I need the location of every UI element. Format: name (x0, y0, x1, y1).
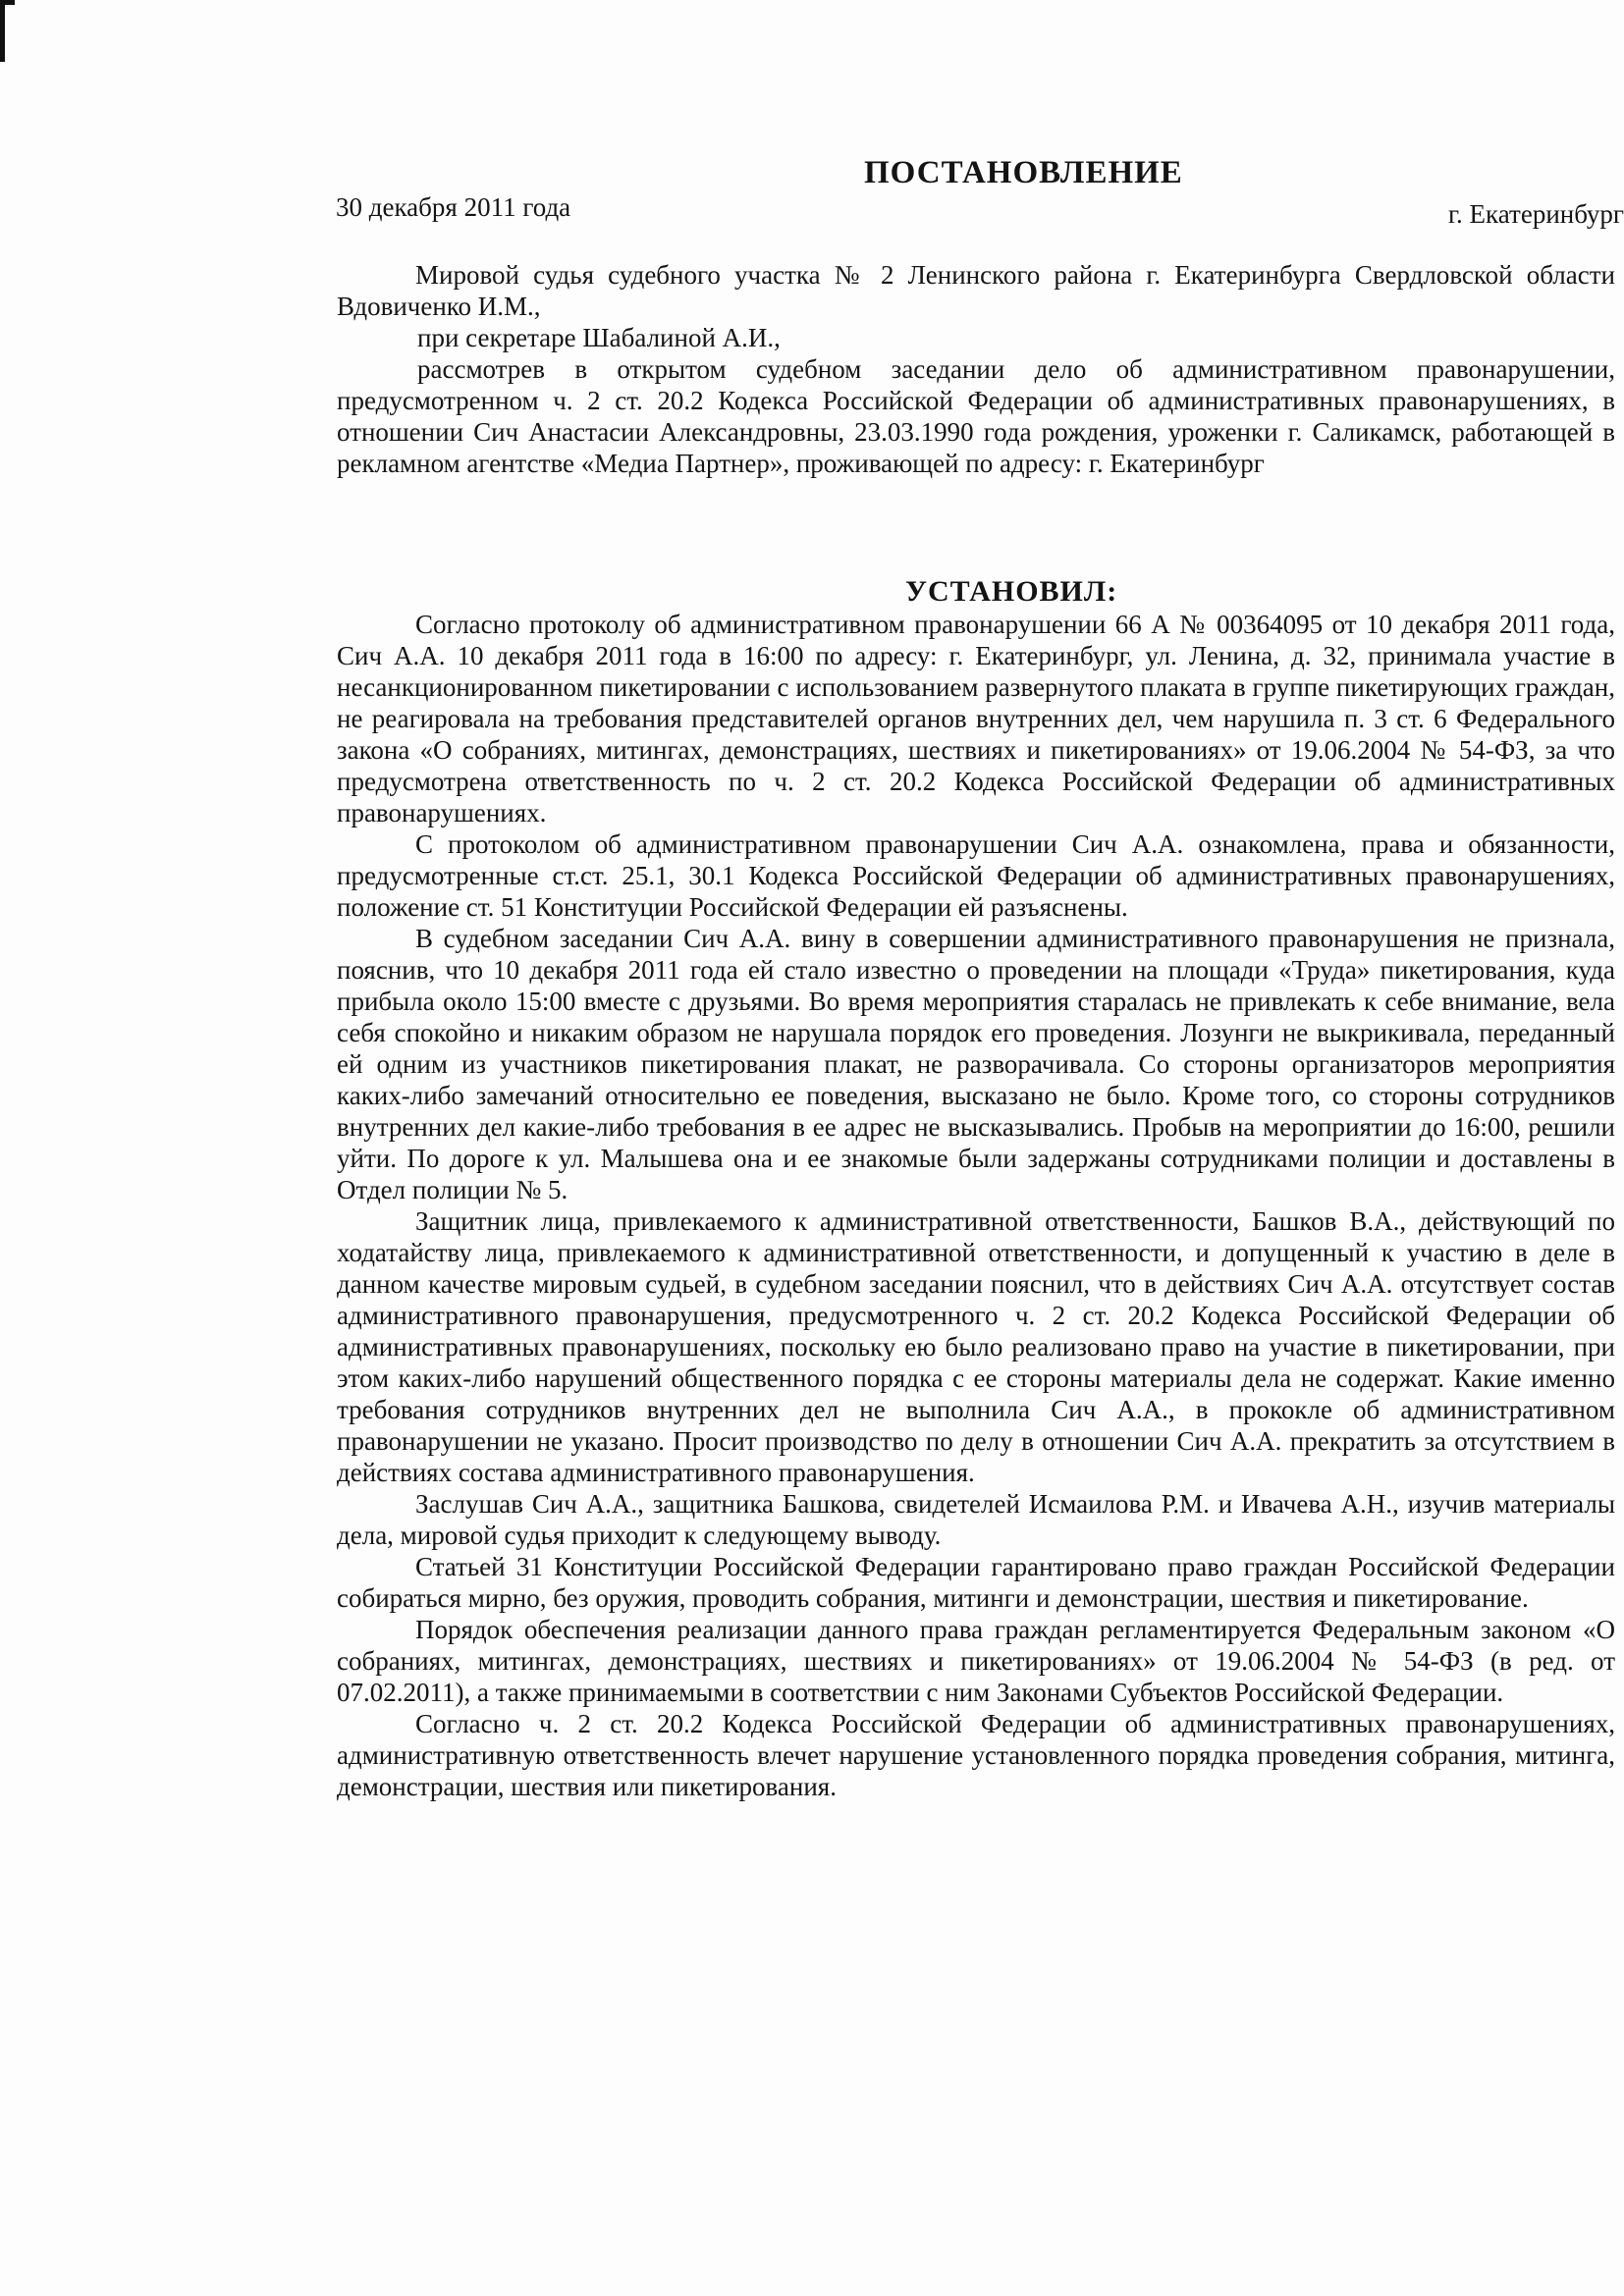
paragraph: В судебном заседании Сич А.А. вину в совершении административного правонарушения не признала, пояснив, что 10 декабря 2011 года ей стало известно о проведении на площади «Труда» пикетирования, куда прибыла около 15:00 вместе с друзьями. Во время мероприятия старалась не привлекать к себе внимание, вела себя спокойно и никаким образом не нарушала порядок его проведения. Лозунги не выкрикивала, переданный ей одним из участников пикетирования плакат, не разворачивала. Со стороны организаторов мероприятия каких-либо замечаний относительно ее поведения, высказано не было. Кроме того, со стороны сотрудников внутренних дел какие-либо требования в ее адрес не высказывались. Пробыв на мероприятии до 16:00, решили уйти. По дороге к ул. Малышева она и ее знакомые были задержаны сотрудниками полиции и доставлены в Отдел полиции № 5. (337, 924, 1615, 1204)
intro-secretary: при секретаре Шабалиной А.И., (417, 323, 781, 352)
section-heading: УСТАНОВИЛ: (905, 575, 1118, 608)
document-title: ПОСТАНОВЛЕНИЕ (864, 155, 1183, 190)
body-text (337, 609, 1615, 1802)
paragraph: Согласно ч. 2 ст. 20.2 Кодекса Российской Федерации об административных правонарушениях, административную ответственность влечет нарушение установленного порядка проведения собрания, митинга, демонстрации, шествия или пикетирования. (337, 1709, 1615, 1801)
paragraph: Статьей 31 Конституции Российской Федерации гарантировано право граждан Российской Федерации собираться мирно, без оружия, проводить собрания, митинги и демонстрации, шествия и пикетирование. (337, 1552, 1615, 1613)
paragraph: Заслушав Сич А.А., защитника Башкова, свидетелей Исмаилова Р.М. и Ивачева А.Н., изучив материалы дела, мировой судья приходит к следующему выводу. (337, 1489, 1615, 1550)
document-date: 30 декабря 2011 года (336, 192, 571, 222)
paragraph: Защитник лица, привлекаемого к административной ответственности, Башков В.А., действующий по ходатайству лица, привлекаемого к административной ответственности, и допущенный к участию в деле в данном качестве мировым судьей, в судебном заседании пояснил, что в действиях Сич А.А. отсутствует состав административного правонарушения, предусмотренного ч. 2 ст. 20.2 Кодекса Российской Федерации об административных правонарушениях, поскольку ею было реализовано право на участие в пикетировании, при этом каких-либо нарушений общественного порядка с ее стороны материалы дела не содержат. Какие именно требования сотрудников внутренних дел не выполнила Сич А.А., в прококле об административном правонарушении не указано. Просит производство по делу в отношении Сич А.А. прекратить за отсутствием в действиях состава административного правонарушения. (337, 1206, 1615, 1487)
intro-judge: Мировой судья судебного участка № 2 Ленинского района г. Екатеринбурга Свердловской области Вдовиченко И.М., (337, 260, 1615, 321)
paragraph: Порядок обеспечения реализации данного права граждан регламентируется Федеральным законом «О собраниях, митингах, демонстрациях, шествиях и пикетированиях» от 19.06.2004 № 54-ФЗ (в ред. от 07.02.2011), а также принимаемыми в соответствии с ним Законами Субъектов Российской Федерации. (337, 1615, 1615, 1707)
intro-case: рассмотрев в открытом судебном заседании дело об административном правонарушении, предусмотренном ч. 2 ст. 20.2 Кодекса Российской Федерации об административных правонарушениях, в отношении Сич Анастасии Александровны, 23.03.1990 года рождения, уроженки г. Саликамск, работающей в рекламном агентстве «Медиа Партнер», проживающей по адресу: г. Екатеринбург (337, 354, 1615, 478)
paragraph: Согласно протоколу об административном правонарушении 66 А № 00364095 от 10 декабря 2011 года, Сич А.А. 10 декабря 2011 года в 16:00 по адресу: г. Екатеринбург, ул. Ленина, д. 32, принимала участие в несанкционированном пикетировании с использованием развернутого плаката в группе пикетирующих граждан, не реагировала на требования представителей органов внутренних дел, чем нарушила п. 3 ст. 6 Федерального закона «О собраниях, митингах, демонстрациях, шествиях и пикетированиях» от 19.06.2004 № 54-ФЗ, за что предусмотрена ответственность по ч. 2 ст. 20.2 Кодекса Российской Федерации об административных правонарушениях. (337, 610, 1615, 828)
scan-corner-mark (0, 0, 15, 62)
paragraph: С протоколом об административном правонарушении Сич А.А. ознакомлена, права и обязанности, предусмотренные ст.ст. 25.1, 30.1 Кодекса Российской Федерации об административных правонарушениях, положение ст. 51 Конституции Российской Федерации ей разъяснены. (337, 829, 1615, 922)
document-city: г. Екатеринбург (1448, 199, 1624, 229)
